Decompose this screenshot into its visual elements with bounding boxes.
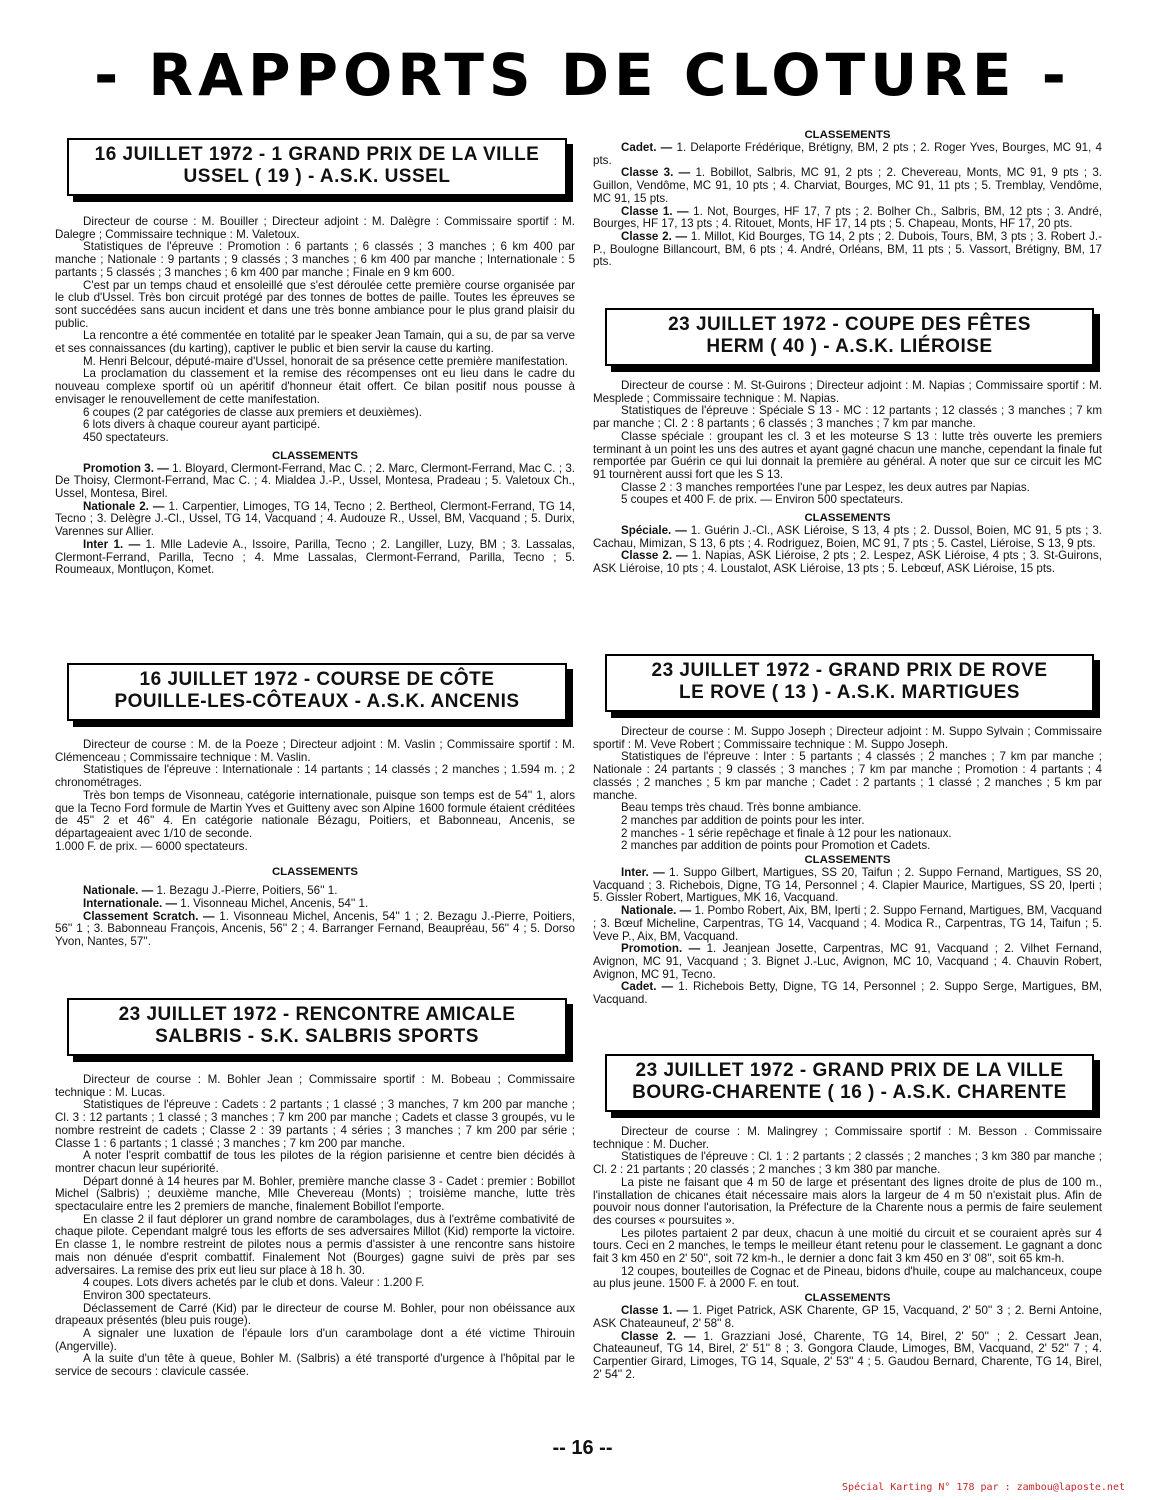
paragraph: Directeur de course : M. Bohler Jean ; Commissaire sportif : M. Bobeau ; Commissaire technique : M. Lucas. bbox=[55, 1073, 575, 1099]
paragraph: Classe spéciale : groupant les cl. 3 et les moteurse S 13 : lutte très ouverte les premiers terminant à un point les uns des autres et ayant gagné chacun une manche, cependant la finale fut remportée par Guérin ce qui lui donnait la première au général. A noter que sur ce circuit les MC 91 tournèrent aussi fort que les S 13. bbox=[593, 429, 1102, 481]
result-item bbox=[593, 1305, 1102, 1330]
article-rove bbox=[593, 654, 1102, 1007]
article-body bbox=[55, 1074, 575, 1379]
result-item bbox=[593, 142, 1102, 167]
result-category: Cadet. — bbox=[621, 980, 674, 994]
result-item bbox=[55, 463, 575, 501]
article-header-line2: BOURG-CHARENTE ( 16 ) - A.S.K. CHARENTE bbox=[632, 1082, 1067, 1103]
classements-heading: CLASSEMENTS bbox=[804, 854, 891, 867]
paragraph: C'est par un temps chaud et ensoleillé que s'est déroulée cette première course organisée par le club d'Ussel. Très bon circuit protégé par des tonnes de bottes de paille. Toutes les épreuves se sont succédées sans aucun incident et dans une très bonne ambiance pour le plus grand plaisir du public. bbox=[55, 278, 575, 330]
paragraph: Environ 300 spectateurs. bbox=[83, 1288, 212, 1302]
article-salbris bbox=[55, 998, 575, 1379]
paragraph: 2 manches - 1 série repêchage et finale à 12 pour les nationaux. bbox=[621, 826, 952, 840]
result-text: 1. Visonneau Michel, Ancenis, 54'' 1. bbox=[177, 897, 369, 911]
paragraph: 5 coupes et 400 F. de prix. — Environ 500 spectateurs. bbox=[621, 493, 904, 507]
result-item bbox=[593, 525, 1102, 550]
result-item bbox=[593, 550, 1102, 575]
result-text: 1. Pombo Robert, Aix, BM, Iperti ; 2. Suppo Fernand, Martigues, BM, Vacquand ; 3. Bœuf Micheline, Carpentras, TG 14, Vacquand ; 4. Modica R., Carpentras, TG 14, Taifun ; 5. Veve P., Aix, BM, Vacquand. bbox=[593, 904, 1102, 943]
page-number: -- 16 -- bbox=[552, 1437, 613, 1459]
paragraph: En classe 2 il faut déplorer un grand nombre de carambolages, dus à l'extrême combativité de chaque pilote. Cependant malgré tous les efforts de ses adversaires Millot (Kid) remporte la victoire. En classe 1, le nombre restreint de pilotes nous a permis d'assister à une rencontre sans histoire mais non dénuée d'esprit combattif. Finalement Not (Bourges) gagne suivi de près par ses adversaires. La remise des prix eut lieu sur place à 18 h. 30. bbox=[55, 1212, 575, 1277]
result-text: 1. Carpentier, Limoges, TG 14, Tecno ; 2. Bertheol, Clermont-Ferrand, TG 14, Tecno ; 3. Delègre J.-Cl., Ussel, TG 14, Vacquand ; 4. Audouze R., Ussel, BM, Vacquand ; 5. Durix, Varennes sur Allier. bbox=[55, 499, 575, 539]
result-item bbox=[55, 501, 575, 539]
article-header-line1: 23 JUILLET 1972 - GRAND PRIX DE ROVE bbox=[651, 660, 1048, 681]
article-header-line2: LE ROVE ( 13 ) - A.S.K. MARTIGUES bbox=[679, 682, 1020, 703]
article-header bbox=[605, 654, 1094, 712]
article-body bbox=[55, 216, 575, 577]
paragraph: Classe 2 : 3 manches remportées l'une par Lespez, les deux autres par Napias. bbox=[621, 480, 1030, 494]
result-text: 1. Piget Patrick, ASK Charente, GP 15, Vacquand, 2' 50'' 3 ; 2. Berni Antoine, ASK Chateauneuf, 2' 58'' 8. bbox=[593, 1304, 1102, 1330]
paragraph: A signaler une luxation de l'épaule lors d'un carambolage dont a été victime Thirouin (Angerville). bbox=[55, 1327, 575, 1353]
result-category: Inter 1. — bbox=[83, 537, 141, 551]
classements-heading: CLASSEMENTS bbox=[804, 1292, 891, 1305]
page-title: - RAPPORTS DE CLOTURE - bbox=[94, 41, 1071, 109]
article-header-line1: 16 JUILLET 1972 - COURSE DE CÔTE bbox=[139, 669, 495, 690]
result-text: 1. Richebois Betty, Digne, TG 14, Personnel ; 2. Suppo Serge, Martigues, BM, Vacquand. bbox=[593, 980, 1102, 1007]
paragraph: 6 lots divers à chaque coureur ayant participé. bbox=[83, 418, 321, 432]
result-category: Classe 2. — bbox=[621, 549, 688, 563]
results-list bbox=[55, 885, 575, 949]
paragraph: Directeur de course : M. Suppo Joseph ; Directeur adjoint : M. Suppo Sylvain ; Commissaire sportif : M. Veve Robert ; Commissaire technique : M. Suppo Joseph. bbox=[593, 725, 1102, 751]
result-text: 1. Not, Bourges, HF 17, 7 pts ; 2. Bolher Ch., Salbris, BM, 12 pts ; 3. André, Bourges, HF 17, 13 pts ; 4. Ritouet, Monts, HF 17, 14 pts ; 5. Chapeau, Monts, HF 17, 20 pts. bbox=[593, 204, 1102, 231]
paragraph: Directeur de course : M. Malingrey ; Commissaire sportif : M. Besson . Commissaire technique : M. Ducher. bbox=[593, 1125, 1102, 1151]
paragraph: Statistiques de l'épreuve : Cadets : 2 partants ; 1 classé ; 3 manches, 7 km 200 par manche ; Cl. 3 : 12 partants ; 1 classé ; 3 manches ; 7 km 200 par manche ; Cadets et classe 3 groupés, vu le nombre restreint de cadets ; Classe 2 : 39 partants ; 4 séries ; 3 manches ; 7 km 200 par série ; Classe 1 : 6 partants ; 1 classé ; 3 manches ; 7 km 200 par manche. bbox=[55, 1098, 575, 1150]
result-text: 1. Napias, ASK Liéroise, 2 pts ; 2. Lespez, ASK Liéroise, 4 pts ; 3. St-Guirons, ASK Liéroise, 10 pts ; 4. Loustalot, ASK Liéroise, 13 pts ; 5. Lebœuf, ASK Liéroise, 15 pts. bbox=[593, 549, 1102, 576]
paragraph: 4 coupes. Lots divers achetés par le club et dons. Valeur : 1.200 F. bbox=[83, 1276, 425, 1290]
result-item bbox=[593, 206, 1102, 231]
classements-heading: CLASSEMENTS bbox=[804, 129, 891, 141]
paragraph: Directeur de course : M. St-Guirons ; Directeur adjoint : M. Napias ; Commissaire sportif : M. Mesplede ; Commissaire technique : M. Napias. bbox=[593, 379, 1102, 405]
paragraph: 450 spectateurs. bbox=[83, 430, 169, 444]
paragraph: Statistiques de l'épreuve : Spéciale S 13 - MC : 12 partants ; 12 classés ; 3 manches ; 7 km par manche ; Cl. 2 : 8 partants ; 6 classés ; 3 manches ; 7 km par manche. bbox=[593, 404, 1102, 431]
result-item bbox=[593, 1331, 1102, 1382]
article-header bbox=[605, 1054, 1094, 1112]
result-category: Spéciale. — bbox=[621, 524, 687, 538]
article-header bbox=[605, 308, 1094, 366]
salbris-classements bbox=[593, 128, 1102, 269]
result-item bbox=[55, 911, 575, 949]
article-body bbox=[593, 1126, 1102, 1381]
result-text: 1. Guérin J.-Cl., ASK Liéroise, S 13, 4 pts ; 2. Dussol, Boien, MC 91, 5 pts ; 3. Cachau, Mimizan, S 13, 6 pts ; 4. Rodriguez, Boien, MC 91, 7 pts ; 5. Castel, Liéroise, S 13, 9 pts. bbox=[593, 524, 1102, 550]
result-category: Classe 3. — bbox=[621, 166, 691, 180]
result-text: 1. Delaporte Frédérique, Brétigny, BM, 2 pts ; 2. Roger Yves, Bourges, MC 91, 4 pts. bbox=[593, 141, 1102, 167]
paragraph: 6 coupes (2 par catégories de classe aux premiers et deuxièmes). bbox=[83, 405, 422, 419]
article-header-line1: 16 JUILLET 1972 - 1 GRAND PRIX DE LA VILLE bbox=[94, 144, 540, 165]
result-category: Nationale 2. — bbox=[83, 499, 165, 513]
result-category: Classe 2. — bbox=[621, 1329, 696, 1343]
results-list bbox=[593, 1305, 1102, 1381]
article-pouille bbox=[55, 663, 575, 949]
article-header-line2: SALBRIS - S.K. SALBRIS SPORTS bbox=[155, 1026, 479, 1047]
paragraph: Statistiques de l'épreuve : Cl. 1 : 2 partants ; 2 classés ; 2 manches ; 3 km 380 par manche ; Cl. 2 : 21 partants ; 20 classés ; 2 manches ; 3 km 380 par manche. bbox=[593, 1150, 1102, 1177]
result-category: Cadet. — bbox=[621, 141, 673, 154]
paragraph: 2 manches par addition de points pour Promotion et Cadets. bbox=[621, 839, 931, 853]
result-category: Classe 1. — bbox=[621, 1304, 689, 1318]
article-header-line2: POUILLE-LES-CÔTEAUX - A.S.K. ANCENIS bbox=[114, 691, 520, 712]
article-body bbox=[593, 726, 1102, 1007]
result-category: Classement Scratch. — bbox=[83, 909, 215, 923]
results-list bbox=[593, 867, 1102, 1007]
article-header bbox=[67, 138, 567, 196]
scan-credit: Spécial Karting N° 178 par : zambou@laposte.net bbox=[842, 1482, 1125, 1493]
article-header-line1: 23 JUILLET 1972 - COUPE DES FÊTES bbox=[668, 314, 1031, 335]
article-ussel bbox=[55, 138, 575, 577]
result-item bbox=[593, 943, 1102, 981]
paragraph: M. Henri Belcour, député-maire d'Ussel, honorait de sa présence cette première manifestation. bbox=[83, 354, 568, 368]
classements-heading: CLASSEMENTS bbox=[271, 866, 359, 879]
results-list bbox=[55, 463, 575, 577]
article-header bbox=[67, 998, 567, 1056]
article-body bbox=[55, 739, 575, 949]
paragraph: 2 manches par addition de points pour les inter. bbox=[621, 813, 865, 827]
paragraph: 12 coupes, bouteilles de Cognac et de Pineau, bidons d'huile, coupe au malchanceux, coupe au plus jeune. 1500 F. à 2000 F. en tout. bbox=[593, 1264, 1102, 1291]
paragraph: La rencontre a été commentée en totalité par le speaker Jean Tamain, qui a su, de par sa verve et ses connaissances (du karting), captiver le public et bien servir la cause du karting. bbox=[55, 329, 575, 356]
result-text: 1. Suppo Gilbert, Martigues, SS 20, Taifun ; 2. Suppo Fernand, Martigues, SS 20, Vacquand ; 3. Richebois, Digne, TG 14, Personnel ; 4. Clapier Maurice, Martigues, SS 20, Iperti ; 5. Gissler Robert, Martigues, MK 16, Vacquand. bbox=[593, 866, 1102, 905]
paragraph: Beau temps très chaud. Très bonne ambiance. bbox=[621, 801, 862, 815]
result-item bbox=[593, 981, 1102, 1006]
article-herm bbox=[593, 308, 1102, 576]
paragraph: Très bon temps de Visonneau, catégorie internationale, puisque son temps est de 54'' 1, alors que la Tecno Ford formule de Martin Yves et Guitteny avec son Alpine 1600 formule étaient créditées de 45'' 2 et 46'' 4. En catégorie nationale Bézagu, Poitiers, et Babonneau, Ancenis, se départageaient avec 1/10 de seconde. bbox=[55, 788, 575, 840]
paragraph: A noter l'esprit combattif de tous les pilotes de la région parisienne et centre bien décidés à montrer chacun leur supériorité. bbox=[55, 1149, 575, 1175]
paragraph: Statistiques de l'épreuve : Internationale : 14 partants ; 14 classés ; 2 manches ; 1.594 m. ; 2 chronométrages. bbox=[55, 763, 575, 790]
result-item bbox=[593, 867, 1102, 905]
result-text: 1. Bobillot, Salbris, MC 91, 2 pts ; 2. Chevereau, Monts, MC 91, 9 pts ; 3. Guillon, Vendôme, MC 91, 10 pts ; 4. Charviat, Bourges, MC 91, 11 pts ; 5. Tremblay, Vendôme, MC 91, 15 pts. bbox=[593, 166, 1103, 205]
result-item bbox=[593, 905, 1102, 943]
result-category: Promotion 3. — bbox=[83, 461, 169, 475]
results-list bbox=[593, 142, 1102, 269]
result-text: 1. Jeanjean Josette, Carpentras, MC 91, Vacquand ; 2. Vilhet Fernand, Avignon, MC 91, Vacquand ; 3. Bignet J.-Luc, Avignon, MC 10, Vacquand ; 4. Chauvin Robert, Avignon, MC 91, Tecno. bbox=[593, 942, 1102, 981]
paragraph: A la suite d'un tête à queue, Bohler M. (Salbris) a été transporté d'urgence à l'hôpital par le service de secours : clavicule cassée. bbox=[55, 1352, 575, 1379]
result-item bbox=[593, 167, 1102, 205]
paragraph: Statistiques de l'épreuve : Promotion : 6 partants ; 6 classés ; 3 manches ; 6 km 400 par manche ; Nationale : 9 partants ; 9 classés ; 3 manches ; 6 km 400 par manche ; Internationale : 5 partants ; 5 classés ; 3 manches ; 6 km 400 par manche ; Finale en 9 km 600. bbox=[55, 240, 575, 279]
article-header-line1: 23 JUILLET 1972 - GRAND PRIX DE LA VILLE bbox=[635, 1060, 1064, 1081]
result-category: Nationale. — bbox=[83, 884, 154, 898]
result-category: Classe 2. — bbox=[621, 229, 688, 243]
result-text: 1. Grazziani José, Charente, TG 14, Birel, 2' 50'' ; 2. Cessart Jean, Chateauneuf, TG 14, Birel, 2' 51'' 8 ; 3. Gongora Claude, Limoges, BM, Vacquand, 2' 52'' 7 ; 4. Carpentier Girard, Limoges, TG 14, Squale, 2' 53'' 4 ; 5. Gaudou Bernard, Charente, TG 14, Birel, 2' 54'' 2. bbox=[593, 1329, 1102, 1381]
article-header bbox=[67, 663, 567, 721]
article-bourg-charente bbox=[593, 1054, 1102, 1381]
classements-heading: CLASSEMENTS bbox=[271, 449, 359, 462]
result-item bbox=[55, 539, 575, 577]
article-body bbox=[593, 128, 1102, 269]
result-category: Classe 1. — bbox=[621, 204, 689, 218]
result-category: Promotion. — bbox=[621, 942, 701, 956]
result-category: Internationale. — bbox=[83, 897, 178, 911]
result-item bbox=[593, 231, 1102, 269]
paragraph: Directeur de course : M. Bouiller ; Directeur adjoint : M. Dalègre : Commissaire sportif : M. Dalegre ; Commissaire technique : M. Valetoux. bbox=[55, 215, 575, 241]
article-body bbox=[593, 380, 1102, 576]
result-category: Nationale. — bbox=[621, 904, 692, 918]
article-header-line1: 23 JUILLET 1972 - RENCONTRE AMICALE bbox=[118, 1004, 516, 1025]
article-header-line2: HERM ( 40 ) - A.S.K. LIÉROISE bbox=[706, 336, 993, 357]
results-list bbox=[593, 525, 1102, 576]
result-text: 1. Bezagu J.-Pierre, Poitiers, 56'' 1. bbox=[153, 884, 338, 898]
paragraph: Départ donné à 14 heures par M. Bohler, première manche classe 3 - Cadet : premier : Bobillot Michel (Salbris) ; deuxième manche, Mlle Chevereau (Monts) ; troisième manche, lutte très spectaculaire entre les 2 premiers de manche, finalement Bobillot l'emporte. bbox=[55, 1174, 575, 1214]
result-text: 1. Millot, Kid Bourges, TG 14, 2 pts ; 2. Dubois, Tours, BM, 3 pts ; 3. Robert J.-P., Boulogne Billancourt, BM, 6 pts ; 4. André, Orléans, BM, 11 pts ; 5. Vassort, Brétigny, BM, 17 pts. bbox=[593, 229, 1102, 269]
paragraph: Déclassement de Carré (Kid) par le directeur de course M. Bohler, pour non obéissance aux drapeaux présentés (bleu puis rouge). bbox=[55, 1301, 575, 1328]
paragraph: 1.000 F. de prix. — 6000 spectateurs. bbox=[55, 839, 248, 853]
paragraph: Les pilotes partaient 2 par deux, chacun à une moitié du circuit et se couraient après sur 4 tours. Ceci en 2 manches, le temps le meilleur étant retenu pour le classement. Le gagnant a donc fait 3 km 450 en 2' 50'', soit 72 km-h., le dernier a donc fait 3 km 450 en 3' 08'', soit 65 km-h. bbox=[593, 1226, 1102, 1266]
result-text: 1. Visonneau Michel, Ancenis, 54'' 1 ; 2. Bezagu J.-Pierre, Poitiers, 56'' 1 ; 3. Babonneau François, Ancenis, 56'' 2 ; 4. Barranger Fernand, Beaupréau, 56'' 4 ; 5. Dorso Yvon, Nantes, 57''. bbox=[55, 909, 576, 949]
article-header-line2: USSEL ( 19 ) - A.S.K. USSEL bbox=[183, 166, 451, 187]
paragraph: La proclamation du classement et la remise des récompenses ont eu lieu dans le cadre du nouveau complexe sportif où un apéritif d'honneur était offert. Ce bilan positif nous pousse à envisager le renouvellement de cette manifestation. bbox=[55, 367, 575, 406]
result-category: Inter. — bbox=[621, 866, 665, 880]
result-text: 1. Bloyard, Clermont-Ferrand, Mac C. ; 2. Marc, Clermont-Ferrand, Mac C. ; 3. De Thoisy, Clermont-Ferrand, Mac C. ; 4. Mialdea J.-P., Ussel, Montesa, Pradeau ; 5. Valetoux Ch., Ussel, Montesa, Birel. bbox=[55, 461, 575, 501]
paragraph: La piste ne faisant que 4 m 50 de large et présentant des lignes droite de plus de 100 m., l'installation de chicanes était nécessaire mais alors la largeur de 4 m 50 n'existait plus. Afin de pouvoir nous donner l'autorisation, la Préfecture de la Charente nous a permis de faire seulement des courses « poursuites ». bbox=[593, 1175, 1102, 1227]
classements-heading: CLASSEMENTS bbox=[804, 512, 891, 525]
result-text: 1. Mlle Ladevie A., Issoire, Parilla, Tecno ; 2. Langiller, Luzy, BM ; 3. Lassalas, Clermont-Ferrand, Parilla, Tecno ; 4. Mme Lassalas, Clermont-Ferrand, Parilla, Tecno ; 5. Roumeaux, Montluçon, Komet. bbox=[55, 537, 575, 577]
paragraph: Statistiques de l'épreuve : Inter : 5 partants ; 4 classés ; 2 manches ; 7 km par manche ; Nationale : 24 partants ; 9 classés ; 3 manches ; 7 km par manche ; Promotion : 4 partants ; 4 classés ; 2 manches ; 5 km par manche ; Cadet : 2 partants ; 1 classé ; 2 manches ; 5 km par manche. bbox=[593, 750, 1102, 802]
paragraph: Directeur de course : M. de la Poeze ; Directeur adjoint : M. Vaslin ; Commissaire sportif : M. Clémenceau ; Commissaire technique : M. Vaslin. bbox=[55, 738, 575, 764]
